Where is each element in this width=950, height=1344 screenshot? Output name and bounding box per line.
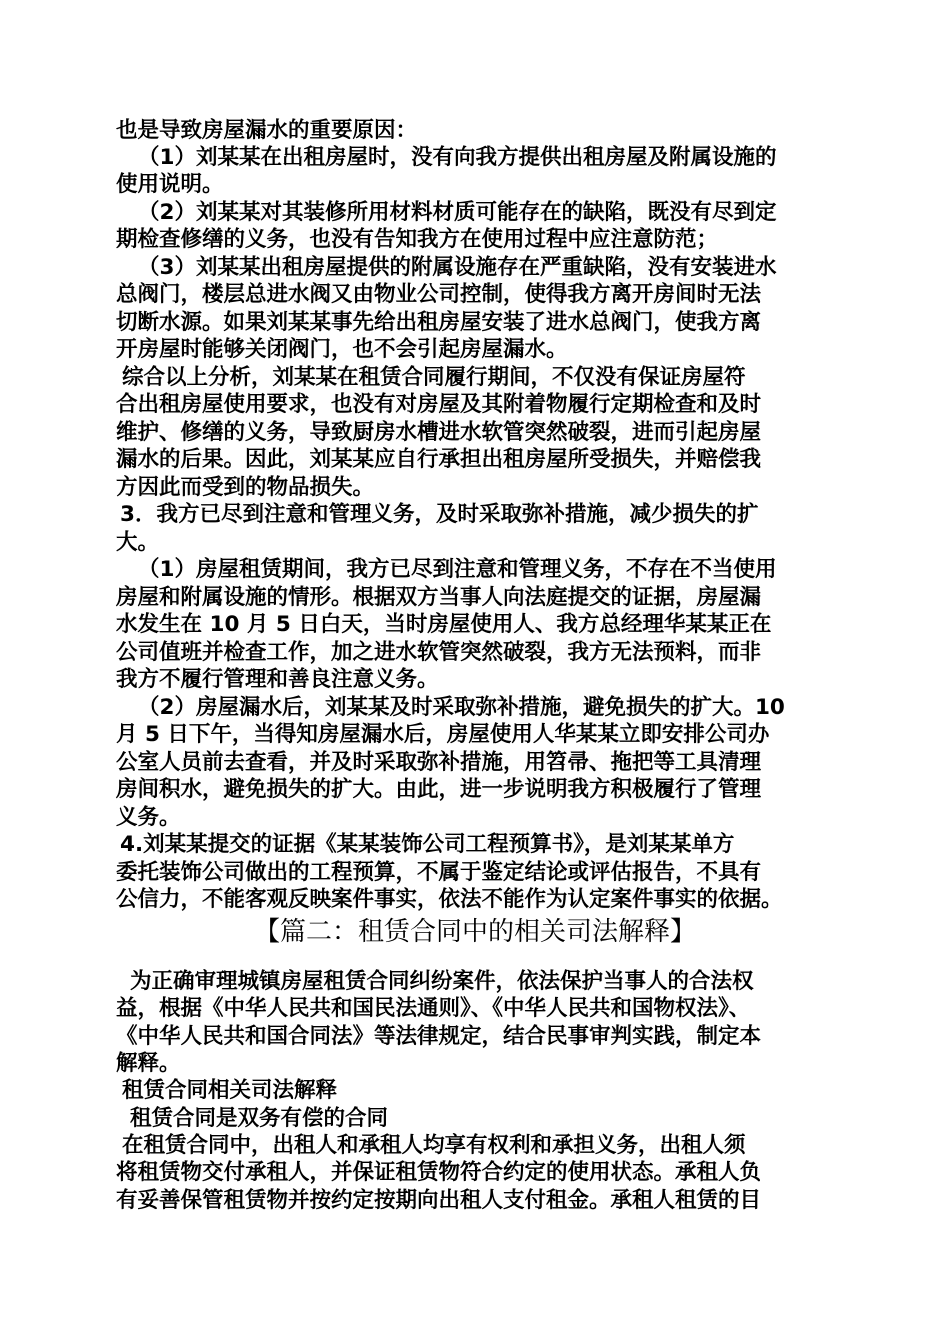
text-line: 漏水的后果。因此，刘某某应自行承担出租房屋所受损失，并赔偿我 — [116, 447, 762, 472]
text-line: 将租赁物交付承租人，并保证租赁物符合约定的使用状态。承租人负 — [116, 1160, 762, 1185]
text-line: 使用说明。 — [116, 172, 224, 197]
text-line: 租赁合同相关司法解释 — [122, 1078, 338, 1103]
text-line: 房间积水，避免损失的扩大。由此，进一步说明我方积极履行了管理 — [116, 777, 762, 802]
text-line: 委托装饰公司做出的工程预算，不属于鉴定结论或评估报告，不具有 — [116, 860, 762, 885]
text-line: 3．我方已尽到注意和管理义务，及时采取弥补措施，减少损失的扩 — [120, 502, 759, 527]
text-line: 水发生在 10 月 5 日白天，当时房屋使用人、我方总经理华某某正在 — [116, 612, 772, 637]
text-line: 公室人员前去查看，并及时采取弥补措施，用笤帚、拖把等工具清理 — [116, 750, 762, 775]
text-line: 公信力，不能客观反映案件事实，依法不能作为认定案件事实的依据。 — [116, 887, 783, 912]
text-line: 益，根据《中华人民共和国民法通则》、《中华人民共和国物权法》、 — [116, 996, 751, 1021]
text-line: 维护、修缮的义务，导致厨房水槽进水软管突然破裂，进而引起房屋 — [116, 420, 762, 445]
text-line: （2）房屋漏水后，刘某某及时采取弥补措施，避免损失的扩大。10 — [138, 695, 785, 720]
text-line: 4.刘某某提交的证据《某某装饰公司工程预算书》，是刘某某单方 — [120, 832, 735, 857]
text-line: （2）刘某某对其装修所用材料材质可能存在的缺陷，既没有尽到定 — [138, 200, 777, 225]
text-line: （3）刘某某出租房屋提供的附属设施存在严重缺陷，没有安装进水 — [138, 255, 777, 280]
text-line: 总阀门，楼层总进水阀又由物业公司控制，使得我方离开房间时无法 — [116, 282, 762, 307]
text-line: 开房屋时能够关闭阀门，也不会引起房屋漏水。 — [116, 337, 568, 362]
text-line: 合出租房屋使用要求，也没有对房屋及其附着物履行定期检查和及时 — [116, 392, 762, 417]
text-line: 我方不履行管理和善良注意义务。 — [116, 667, 439, 692]
text-line: 房屋和附属设施的情形。根据双方当事人向法庭提交的证据，房屋漏 — [116, 585, 762, 610]
text-line: 切断水源。如果刘某某事先给出租房屋安装了进水总阀门，使我方离 — [116, 310, 762, 335]
text-line: 综合以上分析，刘某某在租赁合同履行期间，不仅没有保证房屋符 — [122, 365, 746, 390]
text-line: 为正确审理城镇房屋租赁合同纠纷案件，依法保护当事人的合法权 — [130, 969, 754, 994]
text-line: 有妥善保管租赁物并按约定按期向出租人支付租金。承租人租赁的目 — [116, 1188, 762, 1213]
section-title: 【篇二：租赁合同中的相关司法解释】 — [253, 917, 696, 947]
text-line: 月 5 日下午，当得知房屋漏水后，房屋使用人华某某立即安排公司办 — [116, 722, 770, 747]
text-line: 期检查修缮的义务，也没有告知我方在使用过程中应注意防范； — [116, 227, 719, 252]
text-line: 解释。 — [116, 1051, 181, 1076]
text-line: 大。 — [116, 530, 160, 555]
text-line: 义务。 — [116, 805, 181, 830]
text-line: （1）刘某某在出租房屋时，没有向我方提供出租房屋及附属设施的 — [138, 145, 777, 170]
text-line: 也是导致房屋漏水的重要原因： — [116, 118, 418, 143]
text-line: 公司值班并检查工作，加之进水软管突然破裂，我方无法预料，而非 — [116, 640, 762, 665]
text-line: 方因此而受到的物品损失。 — [116, 475, 375, 500]
text-line: 《中华人民共和国合同法》等法律规定，结合民事审判实践，制定本 — [116, 1024, 762, 1049]
text-line: 租赁合同是双务有偿的合同 — [130, 1106, 389, 1131]
text-line: 在租赁合同中，出租人和承租人均享有权利和承担义务，出租人须 — [122, 1133, 746, 1158]
text-line: （1）房屋租赁期间，我方已尽到注意和管理义务，不存在不当使用 — [138, 557, 777, 582]
